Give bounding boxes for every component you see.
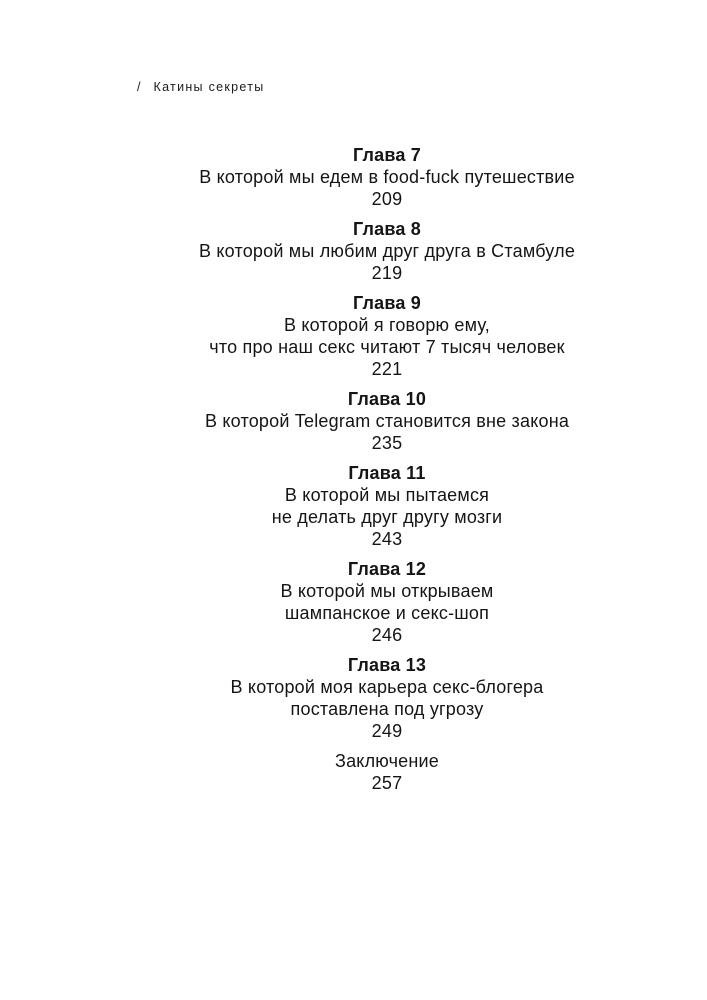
chapter-heading: Глава 13 bbox=[347, 655, 427, 675]
chapter-subtitle-line: В которой Telegram становится вне закона bbox=[204, 411, 570, 431]
chapter-page-number: 219 bbox=[371, 263, 403, 283]
toc-entry-chapter-11 bbox=[147, 462, 627, 550]
chapter-subtitle-line: В которой я говорю ему, bbox=[283, 315, 491, 335]
toc-entry-chapter-12 bbox=[147, 558, 627, 646]
chapter-page-number: 209 bbox=[371, 189, 403, 209]
header-slash: / bbox=[137, 80, 141, 94]
chapter-heading: Глава 11 bbox=[348, 463, 426, 483]
table-of-contents bbox=[147, 144, 627, 802]
chapter-subtitle-line: не делать друг другу мозги bbox=[271, 507, 503, 527]
chapter-subtitle-line: В которой мы пытаемся bbox=[284, 485, 490, 505]
chapter-page-number: 221 bbox=[371, 359, 403, 379]
chapter-page-number: 235 bbox=[371, 433, 403, 453]
toc-entry-chapter-8 bbox=[147, 218, 627, 284]
chapter-subtitle-line: поставлена под угрозу bbox=[290, 699, 484, 719]
conclusion-page-number: 257 bbox=[371, 773, 403, 793]
chapter-subtitle-line: В которой моя карьера секс-блогера bbox=[230, 677, 544, 697]
chapter-subtitle-line: что про наш секс читают 7 тысяч человек bbox=[209, 337, 565, 357]
toc-entry-conclusion bbox=[147, 750, 627, 794]
chapter-heading: Глава 10 bbox=[347, 389, 427, 409]
toc-entry-chapter-13 bbox=[147, 654, 627, 742]
chapter-subtitle-line: В которой мы едем в food-fuck путешествие bbox=[199, 167, 575, 187]
chapter-page-number: 249 bbox=[371, 721, 403, 741]
chapter-heading: Глава 8 bbox=[352, 219, 421, 239]
chapter-heading: Глава 12 bbox=[347, 559, 427, 579]
running-header bbox=[137, 79, 265, 95]
toc-entry-chapter-10 bbox=[147, 388, 627, 454]
chapter-heading: Глава 9 bbox=[352, 293, 421, 313]
chapter-subtitle-line: В которой мы открываем bbox=[280, 581, 494, 601]
chapter-page-number: 246 bbox=[371, 625, 403, 645]
chapter-subtitle-line: В которой мы любим друг друга в Стамбуле bbox=[198, 241, 576, 261]
header-book-title: Катины секреты bbox=[153, 80, 265, 94]
toc-entry-chapter-7 bbox=[147, 144, 627, 210]
chapter-page-number: 243 bbox=[371, 529, 403, 549]
chapter-heading: Глава 7 bbox=[352, 145, 421, 165]
toc-entry-chapter-9 bbox=[147, 292, 627, 380]
conclusion-title: Заключение bbox=[335, 751, 439, 771]
chapter-subtitle-line: шампанское и секс-шоп bbox=[284, 603, 490, 623]
